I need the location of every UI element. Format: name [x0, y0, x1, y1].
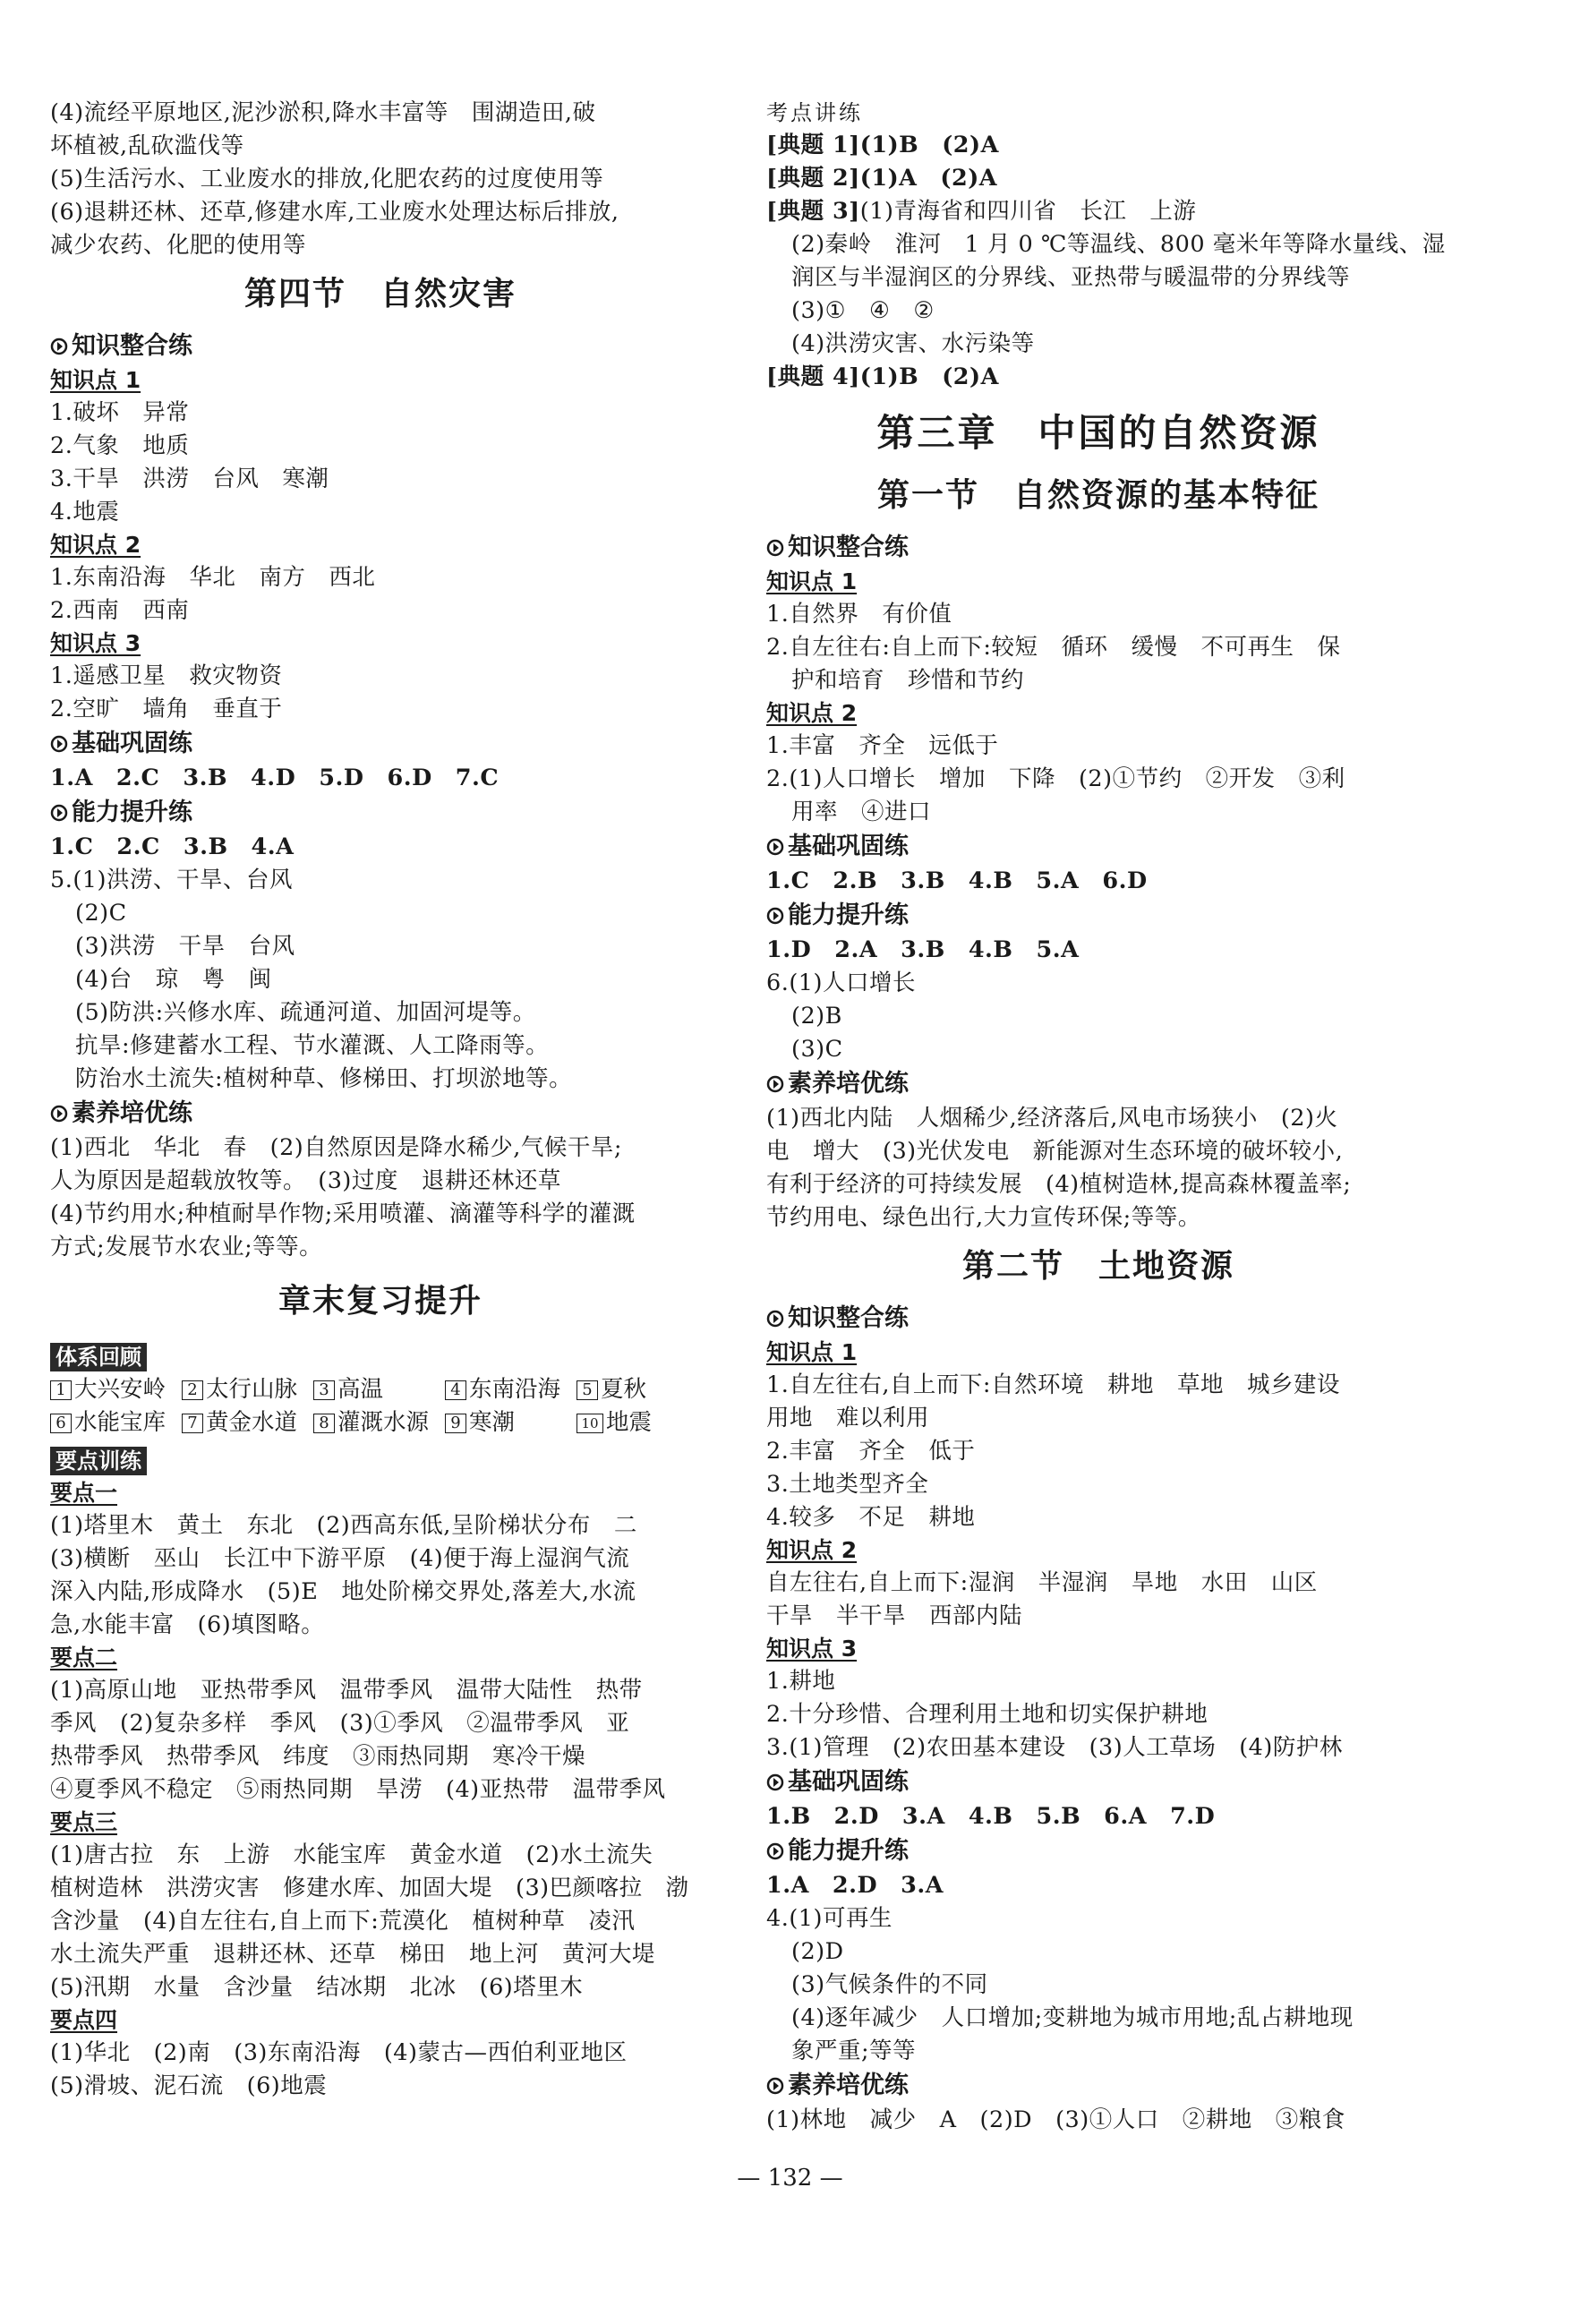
answer-line: 植树造林 洪涝灾害 修建水库、加固大堤 (3)巴颜喀拉 渤	[50, 1875, 689, 1901]
right-column	[766, 97, 1446, 2137]
example-question-label: [典题 1]	[766, 132, 860, 158]
review-item	[576, 1373, 708, 1406]
triangle-bullet-icon	[50, 337, 68, 355]
practice-heading	[50, 329, 711, 364]
practice-heading-label: 基础巩固练	[72, 730, 192, 757]
answer-line: 1.自左往右,自上而下:自然环境 耕地 草地 城乡建设	[766, 1371, 1341, 1398]
example-question-answer: (1)A (2)A	[859, 165, 998, 192]
practice-heading-label: 基础巩固练	[788, 833, 909, 860]
answer-line: 3.土地类型齐全	[766, 1471, 929, 1498]
key-point-label: 要点二	[50, 1645, 118, 1670]
answer-line: 1.遥感卫星 救灾物资	[50, 662, 283, 689]
practice-heading	[50, 795, 711, 831]
section-title: 第一节 自然资源的基本特征	[876, 477, 1320, 514]
answer-line: (1)西北内陆 人烟稀少,经济落后,风电市场狭小 (2)火	[766, 1105, 1338, 1132]
knowledge-point-label: 知识点 1	[766, 568, 858, 594]
practice-heading-label: 基础巩固练	[788, 1768, 909, 1796]
text-line: (5)生活污水、工业废水的排放,化肥农药的过度使用等	[50, 166, 604, 192]
text-line: 坏植被,乱砍滥伐等	[50, 132, 244, 159]
example-question-line	[766, 361, 1431, 394]
answer-line: 节约用电、绿色出行,大力宣传环保;等等。	[766, 1204, 1201, 1231]
answer-line: (2)D	[791, 1938, 844, 1965]
practice-heading-label: 素养培优练	[788, 1070, 909, 1098]
triangle-bullet-icon	[50, 804, 68, 822]
chapter-title: 第三章 中国的自然资源	[876, 411, 1320, 455]
example-question-line	[766, 129, 1431, 162]
review-item-text: 寒潮	[469, 1409, 516, 1436]
text-line: (4)流经平原地区,泥沙淤积,降水丰富等 围湖造田,破	[50, 99, 596, 126]
practice-heading	[766, 530, 1431, 566]
answer-line: (2)C	[75, 900, 127, 927]
review-item-text: 夏秋	[601, 1376, 647, 1403]
review-item	[182, 1406, 313, 1440]
system-review-row	[50, 1373, 711, 1406]
example-question-label: [典题 2]	[766, 165, 860, 192]
text-line: (6)退耕还林、还草,修建水库,工业废水处理达标后排放,	[50, 199, 619, 226]
practice-heading	[766, 829, 1431, 865]
answer-line: 2.(1)人口增长 增加 下降 (2)①节约 ②开发 ③利	[766, 765, 1345, 792]
system-review-badge: 体系回顾	[50, 1343, 147, 1371]
triangle-bullet-icon	[766, 1842, 784, 1860]
review-item	[50, 1373, 182, 1406]
answer-line: (3)① ④ ②	[791, 297, 935, 324]
chapter-review-title: 章末复习提升	[278, 1283, 483, 1320]
answer-line: 方式;发展节水农业;等等。	[50, 1234, 323, 1260]
key-points-badge: 要点训练	[50, 1447, 147, 1475]
number-box: 2	[182, 1380, 203, 1400]
answer-line: (4)节约用水;种植耐旱作物;采用喷灌、滴灌等科学的灌溉	[50, 1200, 636, 1227]
answer-line: 2.气象 地质	[50, 432, 190, 459]
practice-heading-label: 知识整合练	[72, 332, 192, 360]
triangle-bullet-icon	[50, 1105, 68, 1123]
answer-line: 有利于经济的可持续发展 (4)植树造林,提高森林覆盖率;	[766, 1171, 1352, 1198]
number-box: 6	[50, 1414, 72, 1433]
example-question-answer: (1)B (2)A	[859, 132, 999, 158]
answer-line: 水土流失严重 退耕还林、还草 梯田 地上河 黄河大堤	[50, 1941, 656, 1968]
review-item-text: 水能宝库	[74, 1409, 167, 1436]
triangle-bullet-icon	[766, 907, 784, 925]
answer-line: (5)汛期 水量 含沙量 结冰期 北冰 (6)塔里木	[50, 1974, 584, 2001]
answer-line: 2.西南 西南	[50, 597, 190, 624]
answer-line: 1.B 2.D 3.A 4.B 5.B 6.A 7.D	[766, 1803, 1216, 1830]
answer-line: 1.C 2.B 3.B 4.B 5.A 6.D	[766, 867, 1148, 894]
system-review-row	[50, 1406, 711, 1440]
answer-line: (4)台 琼 粤 闽	[75, 966, 272, 993]
example-question-label: [典题 3]	[766, 198, 860, 225]
left-column	[50, 97, 711, 2103]
number-box: 3	[313, 1380, 335, 1400]
answer-line: 用率 ④进口	[791, 799, 932, 825]
review-item-text: 灌溉水源	[337, 1409, 430, 1436]
answer-line: (4)洪涝灾害、水污染等	[791, 330, 1035, 357]
practice-heading	[50, 726, 711, 762]
answer-line: 用地 难以利用	[766, 1405, 930, 1431]
answer-line: 电 增大 (3)光伏发电 新能源对生态环境的破坏较小,	[766, 1138, 1344, 1165]
triangle-bullet-icon	[766, 1773, 784, 1791]
practice-heading	[766, 1066, 1431, 1102]
answer-line: 人为原因是超载放牧等。 (3)过度 退耕还林还草	[50, 1167, 561, 1194]
practice-heading	[50, 1096, 711, 1132]
triangle-bullet-icon	[766, 838, 784, 856]
review-item	[576, 1406, 708, 1440]
answer-line: (3)气候条件的不同	[791, 1971, 988, 1998]
review-item-text: 大兴安岭	[74, 1376, 167, 1403]
number-box: 5	[576, 1380, 598, 1400]
answer-line: 2.空旷 墙角 垂直于	[50, 696, 283, 722]
answer-line: 2.十分珍惜、合理利用土地和切实保护耕地	[766, 1701, 1208, 1728]
practice-heading-label: 知识整合练	[788, 1304, 909, 1332]
knowledge-point-label: 知识点 2	[50, 532, 141, 558]
review-item-text: 太行山脉	[206, 1376, 298, 1403]
section-title: 第四节 自然灾害	[243, 276, 517, 312]
practice-heading	[766, 2068, 1431, 2104]
triangle-bullet-icon	[50, 735, 68, 753]
answer-line: (5)滑坡、泥石流 (6)地震	[50, 2072, 328, 2099]
number-box: 1	[50, 1380, 72, 1400]
practice-heading-label: 能力提升练	[788, 901, 909, 929]
practice-heading	[766, 1833, 1431, 1869]
answer-line: 4.地震	[50, 499, 120, 525]
answer-line: 季风 (2)复杂多样 季风 (3)①季风 ②温带季风 亚	[50, 1710, 630, 1737]
answer-line: (1)华北 (2)南 (3)东南沿海 (4)蒙古—西伯利亚地区	[50, 2039, 628, 2066]
answer-line: 3.干旱 洪涝 台风 寒潮	[50, 466, 329, 492]
answer-line: 1.A 2.D 3.A	[766, 1872, 944, 1899]
review-item	[182, 1373, 313, 1406]
answer-line: 自左往右,自上而下:湿润 半湿润 旱地 水田 山区	[766, 1569, 1318, 1596]
example-question-line	[766, 195, 1431, 228]
answer-line: 1.破坏 异常	[50, 399, 190, 426]
intro-block	[50, 97, 711, 262]
triangle-bullet-icon	[766, 539, 784, 557]
knowledge-point-label: 知识点 1	[766, 1339, 858, 1365]
answer-line: 1.C 2.C 3.B 4.A	[50, 833, 295, 860]
triangle-bullet-icon	[766, 1310, 784, 1328]
review-item	[445, 1373, 576, 1406]
answer-line: (1)高原山地 亚热带季风 温带季风 温带大陆性 热带	[50, 1677, 643, 1704]
answer-line: 防治水土流失:植树种草、修梯田、打坝淤地等。	[75, 1065, 573, 1092]
key-point-label: 要点一	[50, 1480, 118, 1506]
answer-line: (5)防洪:兴修水库、疏通河道、加固河堤等。	[75, 999, 536, 1026]
review-item	[50, 1406, 182, 1440]
triangle-bullet-icon	[766, 1075, 784, 1093]
number-box: 8	[313, 1414, 335, 1433]
answer-line: 护和培育 珍惜和节约	[791, 667, 1025, 694]
key-point-label: 要点四	[50, 2007, 118, 2033]
answer-line: 5.(1)洪涝、干旱、台风	[50, 867, 293, 893]
answer-line: 1.东南沿海 华北 南方 西北	[50, 564, 376, 591]
example-question-answer: (1)B (2)A	[859, 363, 999, 390]
review-item-text: 地震	[606, 1409, 653, 1436]
practice-heading-label: 能力提升练	[72, 799, 192, 826]
answer-line: 4.较多 不足 耕地	[766, 1504, 976, 1531]
knowledge-point-label: 知识点 3	[50, 630, 141, 656]
answer-line: (1)西北 华北 春 (2)自然原因是降水稀少,气候干旱;	[50, 1134, 622, 1161]
review-item-text: 黄金水道	[206, 1409, 298, 1436]
text-line: 减少农药、化肥的使用等	[50, 232, 307, 259]
answer-line: (1)林地 减少 A (2)D (3)①人口 ②耕地 ③粮食	[766, 2106, 1345, 2133]
practice-heading	[766, 898, 1431, 934]
triangle-bullet-icon	[766, 2077, 784, 2095]
page-number: — 132 —	[737, 2165, 843, 2192]
answer-line: 1.丰富 齐全 远低于	[766, 732, 999, 759]
review-item-text: 高温	[337, 1376, 384, 1403]
answer-line: 1.D 2.A 3.B 4.B 5.A	[766, 936, 1080, 963]
exam-practice-label: 考点讲练	[766, 100, 863, 125]
answer-line: ④夏季风不稳定 ⑤雨热同期 旱涝 (4)亚热带 温带季风	[50, 1776, 666, 1803]
answer-line: 干旱 半干旱 西部内陆	[766, 1602, 1023, 1629]
practice-heading-label: 能力提升练	[788, 1837, 909, 1865]
answer-line: 深入内陆,形成降水 (5)E 地处阶梯交界处,落差大,水流	[50, 1578, 636, 1605]
example-question-answer: (1)青海省和四川省 长江 上游	[859, 198, 1197, 225]
knowledge-point-label: 知识点 1	[50, 367, 141, 393]
key-point-label: 要点三	[50, 1809, 118, 1835]
practice-heading	[766, 1301, 1431, 1337]
number-box: 7	[182, 1414, 203, 1433]
knowledge-point-label: 知识点 2	[766, 700, 858, 726]
answer-line: 抗旱:修建蓄水工程、节水灌溉、人工降雨等。	[75, 1032, 550, 1059]
answer-line: (2)B	[791, 1003, 842, 1030]
review-item	[313, 1373, 445, 1406]
answer-line: 3.(1)管理 (2)农田基本建设 (3)人工草场 (4)防护林	[766, 1734, 1343, 1761]
review-item	[313, 1406, 445, 1440]
answer-line: 6.(1)人口增长	[766, 970, 916, 996]
answer-line: (1)塔里木 黄土 东北 (2)西高东低,呈阶梯状分布 二	[50, 1512, 637, 1539]
practice-heading-label: 知识整合练	[788, 534, 909, 561]
answer-line: (2)秦岭 淮河 1 月 0 ℃等温线、800 毫米年等降水量线、湿	[791, 231, 1446, 258]
answer-line: 象严重;等等	[791, 2038, 917, 2064]
answer-line: (1)唐古拉 东 上游 水能宝库 黄金水道 (2)水土流失	[50, 1841, 653, 1868]
knowledge-point-label: 知识点 3	[766, 1636, 858, 1662]
practice-heading-label: 素养培优练	[72, 1099, 192, 1127]
number-box: 9	[445, 1414, 466, 1433]
answer-line: 1.耕地	[766, 1668, 836, 1695]
answer-line: 4.(1)可再生	[766, 1905, 892, 1932]
number-box: 10	[576, 1414, 603, 1433]
answer-line: 急,水能丰富 (6)填图略。	[50, 1611, 325, 1638]
example-question-label: [典题 4]	[766, 363, 860, 390]
answer-line: 1.自然界 有价值	[766, 601, 952, 628]
practice-heading-label: 素养培优练	[788, 2072, 909, 2099]
answer-line: 2.丰富 齐全 低于	[766, 1438, 976, 1465]
number-box: 4	[445, 1380, 466, 1400]
review-item-text: 东南沿海	[469, 1376, 561, 1403]
section-title: 第二节 土地资源	[961, 1248, 1234, 1285]
practice-heading	[766, 1764, 1431, 1800]
answer-line: 2.自左往右:自上而下:较短 循环 缓慢 不可再生 保	[766, 634, 1341, 661]
answer-line: 热带季风 热带季风 纬度 ③雨热同期 寒冷干燥	[50, 1743, 586, 1770]
answer-line: 润区与半湿润区的分界线、亚热带与暖温带的分界线等	[791, 264, 1351, 291]
review-item	[445, 1406, 576, 1440]
knowledge-point-label: 知识点 2	[766, 1537, 858, 1563]
answer-line: (3)C	[791, 1036, 843, 1063]
answer-line: 含沙量 (4)自左往右,自上而下:荒漠化 植树种草 凌汛	[50, 1908, 636, 1935]
answer-line: (3)洪涝 干旱 台风	[75, 933, 295, 960]
example-question-line	[766, 162, 1431, 195]
answer-line: 1.A 2.C 3.B 4.D 5.D 6.D 7.C	[50, 765, 500, 791]
answer-line: (3)横断 巫山 长江中下游平原 (4)便于海上湿润气流	[50, 1545, 630, 1572]
answer-line: (4)逐年减少 人口增加;变耕地为城市用地;乱占耕地现	[791, 2004, 1354, 2031]
